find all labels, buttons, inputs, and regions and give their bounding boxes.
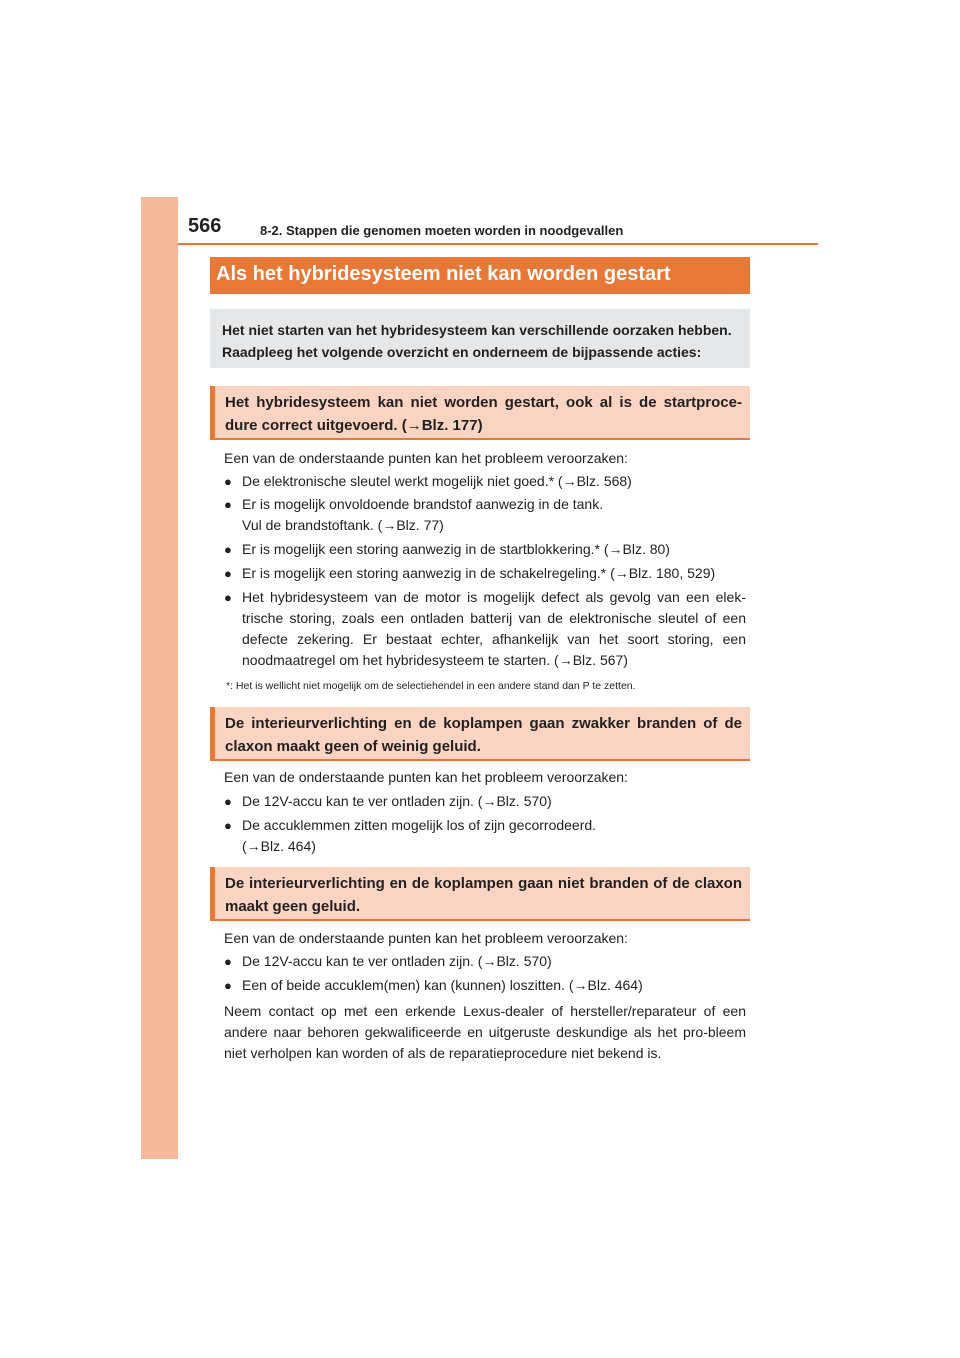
section-heading-3: De interieurverlichting en de koplampen gaan niet branden of de claxon maakt geen geluid. bbox=[210, 867, 750, 921]
section-heading-1: Het hybridesysteem kan niet worden gestart, ook al is de startproce-dure correct uitgevoerd. (→Blz. 177) bbox=[210, 386, 750, 440]
section-heading-2: De interieurverlichting en de koplampen gaan zwakker branden of de claxon maakt geen of weinig geluid. bbox=[210, 707, 750, 761]
list-item: ● Er is mogelijk een storing aanwezig in de startblokkering.* (→Blz. 80) bbox=[224, 539, 746, 560]
list-item: ● De 12V-accu kan te ver ontladen zijn. (→Blz. 570) bbox=[224, 791, 746, 812]
list-item: ● Het hybridesysteem van de motor is mogelijk defect als gevolg van een elek-trische storing, zoals een ontladen batterij van de elektronische sleutel of een defecte zekering. Er bestaat echter, afhankelijk van het soort storing, een noodmaatregel om het hybridesysteem te starten. (→Blz. 567) bbox=[224, 587, 746, 671]
list-item-continuation: Vul de brandstoftank. (→Blz. 77) bbox=[242, 517, 444, 533]
list-item-continuation: (→Blz. 464) bbox=[242, 838, 316, 854]
page-number: 566 bbox=[188, 215, 222, 237]
list-item: ● De 12V-accu kan te ver ontladen zijn. (→Blz. 570) bbox=[224, 951, 746, 972]
footnote: *: Het is wellicht niet mogelijk om de selectiehendel in een andere stand dan P te zetten. bbox=[226, 680, 636, 692]
page-title: Als het hybridesysteem niet kan worden gestart bbox=[210, 257, 750, 294]
section-title: 8-2. Stappen die genomen moeten worden in noodgevallen bbox=[260, 223, 624, 238]
section-3-lead: Een van de onderstaande punten kan het probleem veroorzaken: bbox=[224, 930, 628, 946]
list-item: ● De accuklemmen zitten mogelijk los of zijn gecorrodeerd. bbox=[224, 815, 746, 836]
section-2-lead: Een van de onderstaande punten kan het probleem veroorzaken: bbox=[224, 769, 628, 785]
chapter-tab bbox=[141, 197, 178, 1159]
page-header bbox=[178, 197, 818, 245]
list-item: ● Er is mogelijk een storing aanwezig in de schakelregeling.* (→Blz. 180, 529) bbox=[224, 563, 746, 584]
list-item: ● Een of beide accuklem(men) kan (kunnen) loszitten. (→Blz. 464) bbox=[224, 975, 746, 996]
list-item: ● Er is mogelijk onvoldoende brandstof aanwezig in de tank. bbox=[224, 494, 746, 515]
section-1-lead: Een van de onderstaande punten kan het probleem veroorzaken: bbox=[224, 450, 628, 466]
list-item: ● De elektronische sleutel werkt mogelijk niet goed.* (→Blz. 568) bbox=[224, 471, 746, 492]
closing-paragraph: Neem contact op met een erkende Lexus-dealer of hersteller/reparateur of een andere naar behoren gekwalificeerde en uitgeruste deskundige als het pro-bleem niet verholpen kan worden of als de reparatieprocedure niet bekend is. bbox=[224, 1003, 746, 1061]
intro-box: Het niet starten van het hybridesysteem kan verschillende oorzaken hebben. Raadpleeg het volgende overzicht en onderneem de bijpassende acties: bbox=[210, 309, 750, 368]
